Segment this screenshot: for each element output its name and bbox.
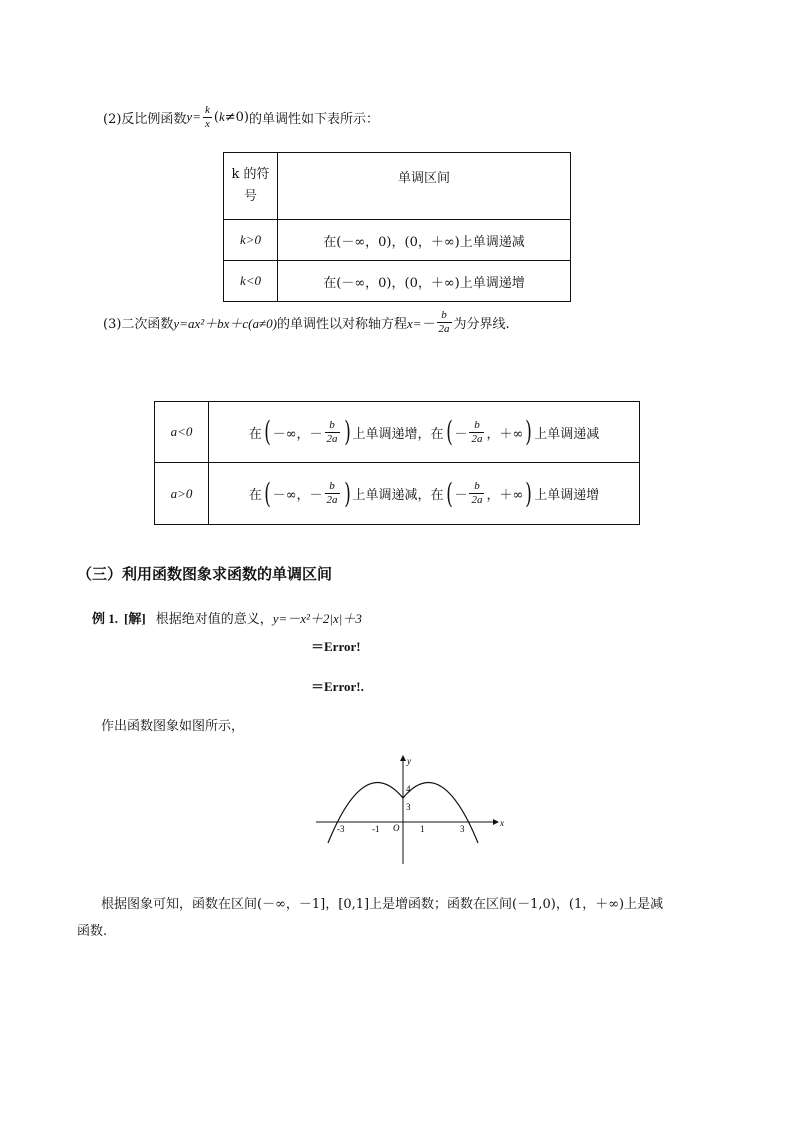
table2-row2-sign: a>0	[155, 463, 209, 525]
tick-x-neg1: -1	[372, 824, 380, 834]
table2-row1-sign: a<0	[155, 402, 209, 463]
section-heading: （三）利用函数图象求函数的单调区间	[77, 565, 333, 583]
p3-line	[103, 305, 510, 339]
p3-frac-den: 2a	[438, 322, 450, 335]
table1-header-sign	[224, 153, 278, 220]
p3-formula: y=ax²＋bx＋c(a≠0)	[173, 315, 277, 331]
tick-y-4: 4	[406, 784, 411, 794]
p3-fraction	[437, 310, 452, 335]
table2-row2-frac2	[469, 481, 484, 506]
example1-label: 例 1.	[92, 610, 119, 626]
p2-frac-den: x	[204, 117, 210, 130]
conclusion-line2: 函数.	[77, 924, 108, 939]
frac-den: 2a	[326, 494, 338, 506]
table2-row1-mid: 上单调递增，在	[352, 426, 444, 442]
function-graph	[312, 752, 512, 867]
p3-frac-num: b	[441, 308, 447, 321]
table2-row2-mid: 上单调递减，在	[352, 488, 444, 503]
conclusion-line1: 根据图象可知，函数在区间(－∞，－1]，[0,1]上是增函数；函数在区间(－1,0)，(1，＋∞)上是减	[101, 897, 664, 912]
tick-y-3: 3	[406, 802, 411, 812]
origin-label: O	[393, 823, 400, 833]
p2-prefix: (2)反比例函数	[103, 111, 187, 127]
tick-x-3: 3	[460, 824, 465, 834]
table2-row2-part1: 在	[248, 488, 262, 503]
example1-line	[92, 606, 362, 628]
table1-row2-interval: 在(－∞，0)，(0，＋∞)上单调递增	[278, 261, 571, 302]
table2-row1-part1: 在	[248, 426, 262, 442]
frac-num: b	[329, 480, 335, 492]
p2-cond-rest: ≠0)	[224, 109, 249, 125]
monotonic-table-quadratic	[154, 401, 640, 525]
p2-fraction	[203, 105, 212, 130]
table2-row1-int1-left: －∞，－	[272, 426, 323, 442]
table2-row2-interval: 在 ( －∞，－ $\frac{b}{2a}$ ) 上单调递减，在 ( － $\frac{b}{2a}$ ，＋∞ ) 上单调递增	[209, 463, 640, 525]
frac-num: b	[474, 480, 480, 492]
example1-solve-tag: [解]	[124, 610, 146, 626]
y-label: y	[407, 756, 411, 766]
table2-row1-end: 上单调递减	[534, 426, 600, 442]
p2-cond-k: k	[218, 109, 225, 124]
p2-cond-open: (	[213, 109, 219, 125]
frac-num: b	[329, 418, 335, 431]
table2-row1-frac2	[469, 420, 484, 445]
table2-row2-frac1	[325, 481, 340, 506]
p2-y-eq: y=	[186, 109, 201, 124]
table2-row1-int2-right: ，＋∞	[486, 426, 524, 442]
frac-num: b	[474, 418, 480, 431]
table1-header-sign-b: 号	[243, 189, 257, 204]
table2-row1-frac1	[325, 420, 340, 445]
p3-prefix: (3)二次函数	[103, 316, 174, 332]
table1-row2-sign: k<0	[224, 261, 278, 302]
table2-row2-int1-left: －∞，－	[272, 488, 323, 503]
x-label: x	[500, 818, 504, 828]
curve-right	[403, 783, 478, 843]
p2-suffix: 的单调性如下表所示：	[248, 111, 379, 127]
table1-row1-interval: 在(－∞，0)，(0，＋∞)上单调递减	[278, 220, 571, 261]
frac-den: 2a	[326, 432, 338, 445]
table2-row2-end: 上单调递增	[534, 488, 600, 503]
p3-axis-lhs: x=－	[406, 315, 435, 331]
frac-den: 2a	[471, 494, 483, 506]
example1-formula: y=－x²＋2|x|＋3	[272, 610, 362, 626]
graph-intro: 作出函数图象如图所示，	[101, 719, 245, 734]
monotonic-table-inverse	[223, 152, 571, 302]
tick-x-neg3: -3	[337, 824, 345, 834]
example1-error2: ＝Error!.	[311, 679, 364, 694]
p2-line	[103, 100, 379, 134]
example1-error1: ＝Error!	[311, 639, 361, 654]
table2-row2-int2-right: ，＋∞	[486, 488, 524, 503]
p3-suffix: 为分界线.	[453, 316, 510, 332]
table1-header-sign-a: k 的符	[231, 167, 270, 182]
example1-text: 根据绝对值的意义，	[155, 611, 273, 627]
tick-x-1: 1	[420, 824, 425, 834]
table1-row1-sign: k>0	[224, 220, 278, 261]
frac-den: 2a	[471, 432, 483, 445]
table2-row1-interval: 在 ( －∞，－ $\frac{b}{2a}$ ) 上单调递增，在 ( － $\frac{b}{2a}$ ，＋∞ ) 上单调递减	[209, 402, 640, 463]
p3-middle: 的单调性以对称轴方程	[276, 316, 407, 332]
p2-frac-num: k	[204, 103, 210, 116]
table1-header-interval: 单调区间	[278, 153, 571, 220]
